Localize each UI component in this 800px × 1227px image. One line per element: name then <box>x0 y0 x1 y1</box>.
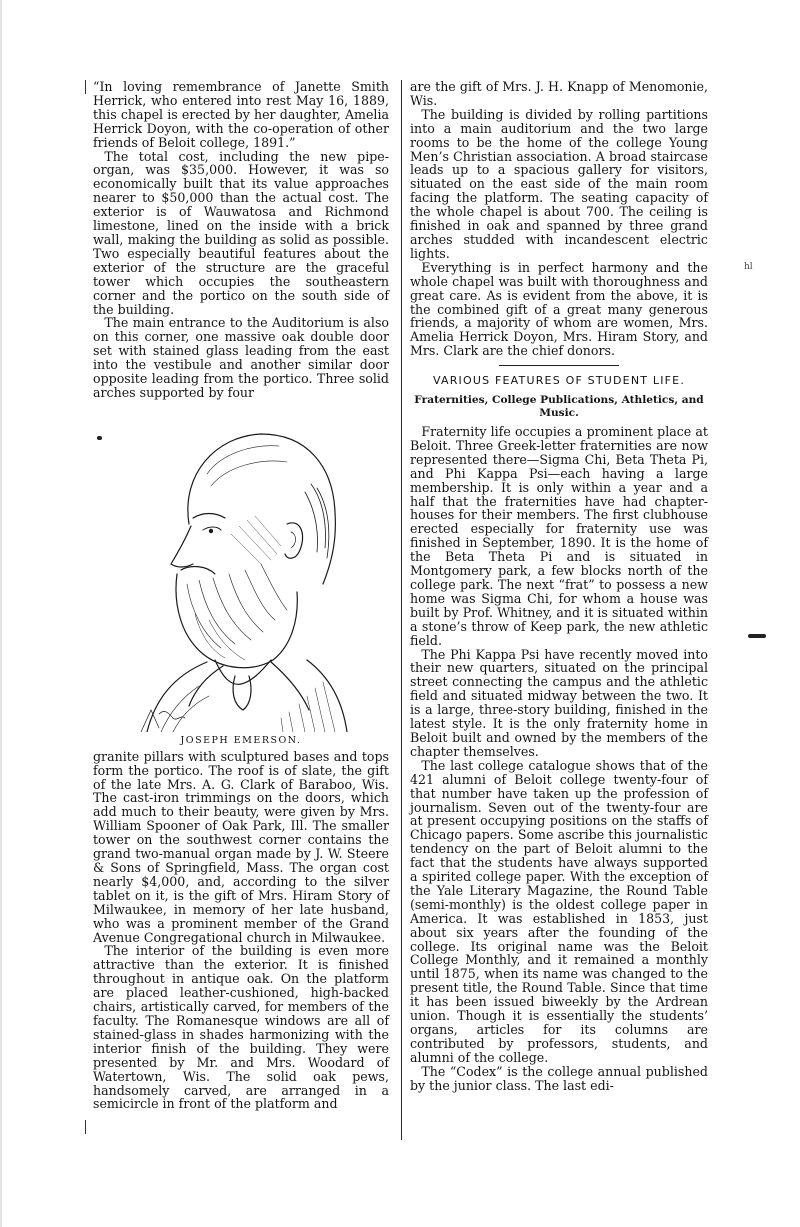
column-divider <box>401 80 402 1140</box>
ink-mark <box>748 634 766 638</box>
paragraph: The total cost, including the new pipe-organ, was $35,000. However, it was so economically built that its value approaches nearer to $50,000 than the actual cost. The exterior is of Wauwatosa and Richmond limestone, lined on the inside with a brick wall, making the building as solid as possible. Two especially beautiful features about the exterior of the structure are the graceful tower which occupies the southeastern corner and the portico on the south side of the building. <box>93 148 389 317</box>
left-column <box>93 80 389 1111</box>
paragraph: The Phi Kappa Psi have recently moved into their new quarters, situated on the principal street connecting the campus and the athletic field and situated midway between the two. It is a large, three-story building, finished in the latest style. It is the only fraternity home in Beloit built and owned by the members of the chapter themselves. <box>410 646 708 759</box>
margin-bracket <box>85 80 86 94</box>
paragraph: The last college catalogue shows that of the 421 alumni of Beloit college twenty-four of that number have taken up the profession of journalism. Seven out of the twenty-four are at present occupying positions on the staffs of Chicago papers. Some ascribe this journalistic tendency on the part of Beloit alumni to the fact that the students have always supported a spirited college paper. With the exception of the Yale Literary Magazine, the Round Table (semi-monthly) is the oldest college paper in America. It was established in 1853, just about six years after the founding of the college. Its original name was the Beloit College Monthly, and it remained a monthly until 1875, when its name was changed to the present title, the Round Table. Since that time it has been issued biweekly by the Ardrean union. Though it is essentially the students’ organs, articles for its columns are contributed by professors, students, and alumni of the college. <box>410 757 708 1065</box>
margin-bracket <box>85 1120 86 1134</box>
paragraph: The “Codex” is the college annual published by the junior class. The last edi- <box>410 1063 708 1093</box>
section-subheading: Fraternities, College Publications, Athletics, and Music. <box>414 394 704 419</box>
paragraph: The main entrance to the Auditorium is also on this corner, one massive oak double door set with stained glass leading from the east into the vestibule and another similar door opposite leading from the portico. Three solid arches supported by four <box>93 315 389 400</box>
paragraph: granite pillars with sculptured bases and tops form the portico. The roof is of slate, the gift of the late Mrs. A. G. Clark of Baraboo, Wis. The cast-iron trimmings on the doors, which add much to their beauty, were given by Mrs. William Spooner of Oak Park, Ill. The smaller tower on the southwest corner contains the grand two-manual organ made by J. W. Steere & Sons of Springfield, Mass. The organ cost nearly $4,000, and, according to the silver tablet on it, is the gift of Mrs. Hiram Story of Milwaukee, in memory of her late husband, who was a prominent member of the Grand Avenue Congregational church in Milwaukee. <box>93 748 389 945</box>
paragraph: “In loving remembrance of Janette Smith Herrick, who entered into rest May 16, 1889, this chapel is erected by her daughter, Amelia Herrick Doyon, with the co-operation of other friends of Beloit college, 1891.” <box>93 79 389 150</box>
paragraph: The interior of the building is even more attractive than the exterior. It is finished throughout in antique oak. On the platform are placed leather-cushioned, high-backed chairs, artistically carved, for members of the faculty. The Romanesque windows are all of stained-glass in shades harmonizing with the interior finish of the building. They were presented by Mr. and Mrs. Woodard of Watertown, Wis. The solid oak pews, handsomely carved, are arranged in a semicircle in front of the platform and <box>93 943 389 1112</box>
portrait-caption: JOSEPH EMERSON. <box>180 734 302 746</box>
paragraph: are the gift of Mrs. J. H. Knapp of Menomonie, Wis. <box>410 79 708 108</box>
portrait-illustration <box>111 414 371 732</box>
margin-note: hl <box>744 262 753 272</box>
section-heading: VARIOUS FEATURES OF STUDENT LIFE. <box>432 374 686 388</box>
section-rule <box>499 365 619 366</box>
paragraph: Fraternity life occupies a prominent place at Beloit. Three Greek-letter fraternities are now represented there—Sigma Chi, Beta Theta Pi, and Phi Kappa Psi—each having a large membership. It is only within a year and a half that the fraternities have had chapter-houses for their members. The first clubhouse erected especially for fraternity use was finished in September, 1890. It is the home of the Beta Theta Pi and is situated in Montgomery park, a few blocks north of the college park. The next “frat” to possess a new home was Sigma Chi, for whom a house was built by Prof. Whitney, and it is situated within a stone’s throw of Keep park, the new athletic field. <box>410 424 708 648</box>
ink-speck <box>97 436 102 440</box>
portrait-engraving <box>111 414 371 732</box>
paragraph: The building is divided by rolling partitions into a main auditorium and the two large rooms to be the home of the college Young Men’s Christian association. A broad staircase leads up to a spacious gallery for visitors, situated on the east side of the main room facing the platform. The seating capacity of the whole chapel is about 700. The ceiling is finished in oak and spanned by three grand arches studded with incandescent electric lights. <box>410 106 708 261</box>
right-column <box>410 80 708 1093</box>
paragraph: Everything is in perfect harmony and the whole chapel was built with thoroughness and great care. As is evident from the above, it is the combined gift of a great many generous friends, a majority of whom are women, Mrs. Amelia Herrick Doyon, Mrs. Hiram Story, and Mrs. Clark are the chief donors. <box>410 259 708 359</box>
